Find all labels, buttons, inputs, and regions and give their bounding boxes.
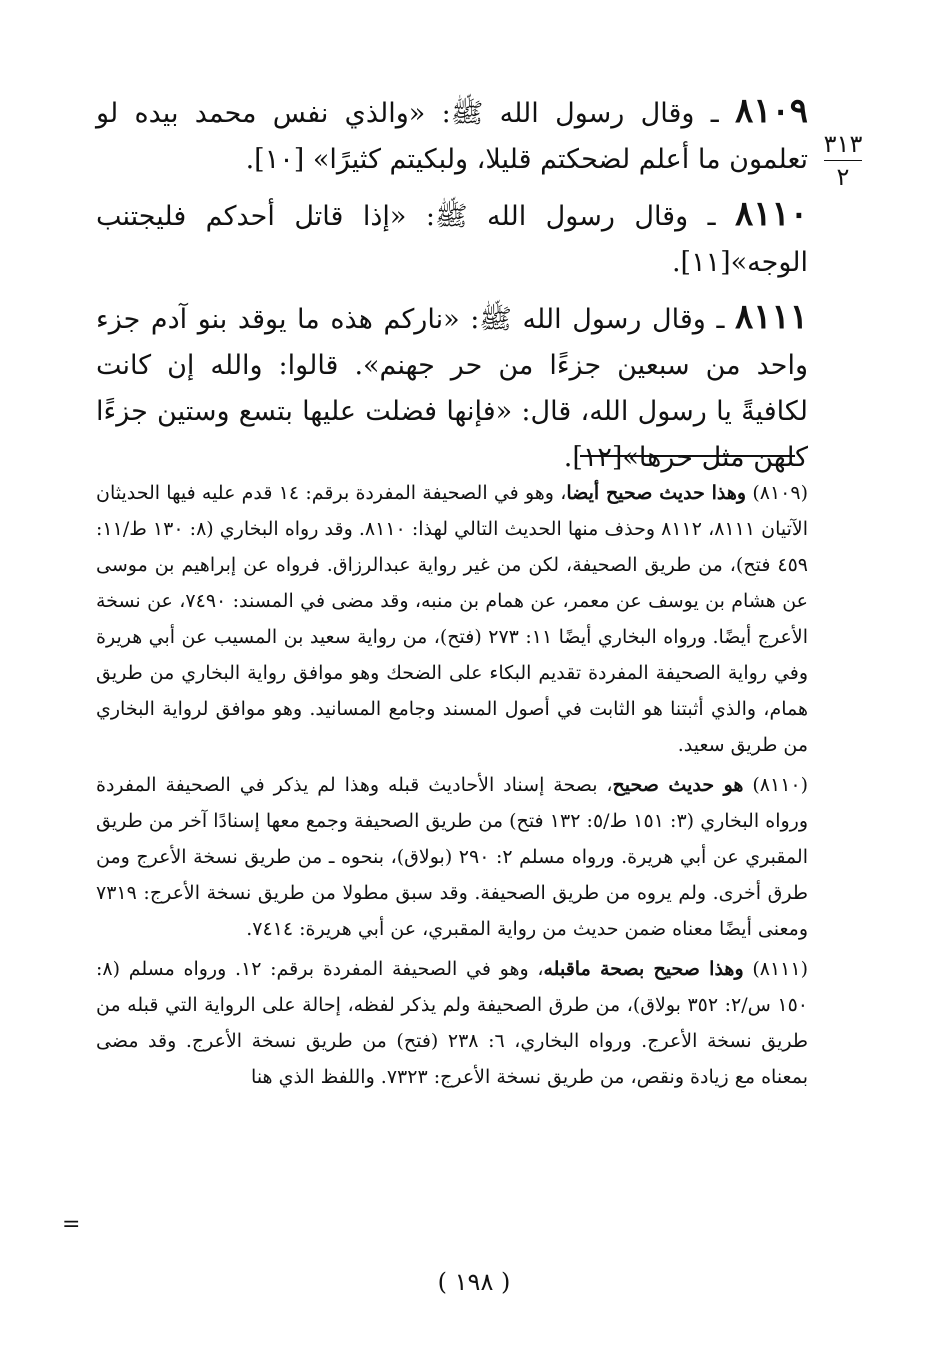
hadith-paragraph [96,191,808,286]
hadith-text: ـ وقال رسول الله ﷺ: «والذي نفس محمد بيده لو تعلمون ما أعلم لضحكتم قليلا، ولبكيتم كثيرًا» [١٠]. [96,98,808,175]
footnote-text: ، وهو في الصحيفة المفردة برقم: ١٤ قدم عليه فيها الحديثان الآتيان ٨١١١، ٨١١٢ وحذف منها الحديث التالي لهذا: ٨١١٠. وقد رواه البخاري (٨: ١٣٠ ط/١١: ٤٥٩ فتح)، من طريق الصحيفة، لكن من غير رواية عبدالرزاق. فرواه عن إبراهيم بن موسى عن هشام بن يوسف عن معمر، عن همام بن منبه، وقد مضى في المسند: ٧٤٩٠، عن نسخة الأعرج أيضًا. ورواه البخاري أيضًا ١١: ٢٧٣ (فتح)، من رواية سعيد بن المسيب عن أبي هريرة وفي رواية الصحيفة المفردة تقديم البكاء على الضحك وهو موافق رواية البخاري من طريق همام، والذي أثبتنا هو الثابت في أصول المسند وجامع المسانيد. وهو موافق لرواية البخاري من طريق سعيد. [96,482,809,756]
page-number: ( ١٩٨ ) [437,1268,511,1296]
hadith-number: ٨١١١ [734,297,808,337]
footnote [96,951,808,1095]
footnote [96,767,808,947]
hadith-number: ٨١٠٩ [734,91,808,131]
footnote [96,475,808,763]
hadith-number: ٨١١٠ [734,194,808,234]
footnote-grading: هو حديث صحيح [612,774,744,796]
hadith-text: ـ وقال رسول الله ﷺ: «إذا قاتل أحدكم فليجتنب الوجه»[١١]. [96,201,808,278]
footnote-ref: (٨١١١) [743,958,808,980]
footnote-grading: وهذا صحيح بصحة ماقبله [543,958,744,980]
hadith-text: ـ وقال رسول الله ﷺ: «ناركم هذه ما يوقد بنو آدم جزء واحد من سبعين جزءًا من حر جهنم». قالوا: والله إن كانت لكافيةً يا رسول الله، قال: «فإنها فضلت عليها بتسع وستين جزءًا كلهن مثل حرها»[١٢]. [96,304,808,473]
footnote-ref: (٨١٠٩) [746,482,808,504]
footnote-ref: (٨١١٠) [743,774,809,796]
hadith-text-block [96,88,808,489]
margin-ref-rule [824,160,862,161]
hadith-paragraph [96,294,808,481]
margin-cross-reference [818,130,868,191]
margin-ref-bottom: ٢ [836,163,850,191]
footnotes-block [96,475,808,1099]
footnote-text: ، وهو في الصحيفة المفردة برقم: ١٢. ورواه مسلم (٨: ١٥٠ س/٢: ٣٥٢ بولاق)، من طرق الصحيفة ولم يذكر لفظه، إحالة على الرواية التي قبله من طريق نسخة الأعرج. ورواه البخاري، ٦: ٢٣٨ (فتح) من طريق نسخة الأعرج. وقد مضى بمعناه مع زيادة ونقص، من طريق نسخة الأعرج: ٧٣٢٣. واللفظ الذي هنا [96,958,808,1088]
footnote-text: ، بصحة إسناد الأحاديث قبله وهذا لم يذكر في الصحيفة المفردة ورواه البخاري (٣: ١٥١ ط/٥: ١٣٢ فتح) من طريق الصحيفة وجمع معها إسنادًا آخر من طريق المقبري عن أبي هريرة. ورواه مسلم ٢: ٢٩٠ (بولاق)، بنحوه ـ من طريق نسخة الأعرج ومن طرق أخرى. ولم يروه من طريق الصحيفة. وقد سبق مطولا من طريق نسخة الأعرج: ٧٣١٩ ومعنى أيضًا معناه ضمن حديث من رواية المقبري، عن أبي هريرة: ٧٤١٤. [96,774,809,940]
footnote-grading: وهذا حديث صحيح أيضا [566,482,747,504]
hadith-paragraph [96,88,808,183]
continuation-mark: = [62,1212,81,1237]
footnote-divider [580,455,795,457]
margin-ref-top: ٣١٣ [823,130,863,158]
